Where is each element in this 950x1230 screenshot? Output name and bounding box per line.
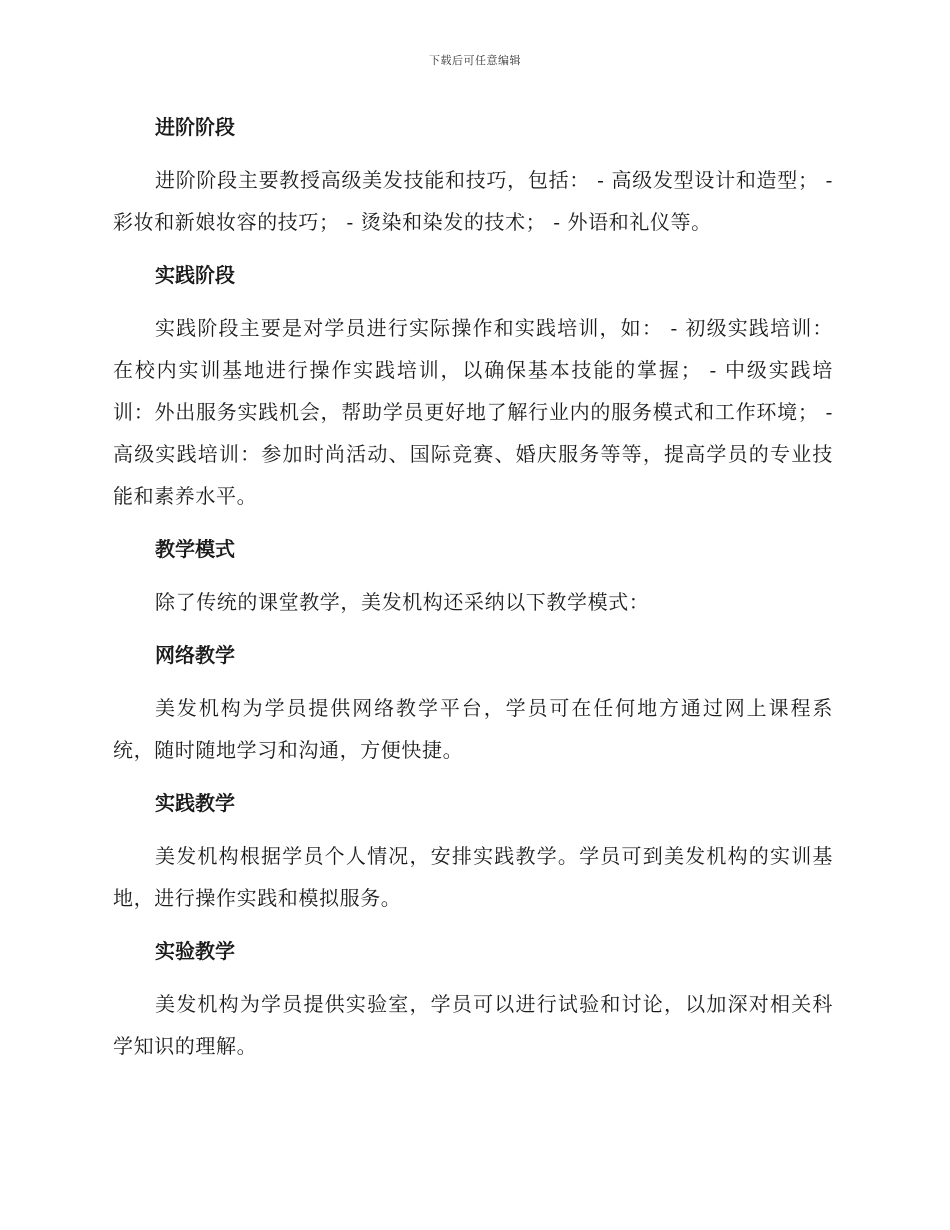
- section-online-teaching: [113, 635, 833, 771]
- paragraph: 实践阶段主要是对学员进行实际操作和实践培训，如： - 初级实践培训：在校内实训基地进行操作实践培训，以确保基本技能的掌握； - 中级实践培训：外出服务实践机会，帮助学员更好地了解行业内的服务模式和工作环境； - 高级实践培训：参加时尚活动、国际竞赛、婚庆服务等等，提高学员的专业技能和素养水平。: [113, 316, 833, 508]
- paragraph: 除了传统的课堂教学，美发机构还采纳以下教学模式：: [155, 590, 650, 614]
- paragraph: 美发机构根据学员个人情况，安排实践教学。学员可到美发机构的实训基地，进行操作实践和模拟服务。: [113, 844, 833, 910]
- document-body: [113, 107, 833, 1079]
- paragraph: 进阶阶段主要教授高级美发技能和技巧，包括： - 高级发型设计和造型； - 彩妆和新娘妆容的技巧； - 烫染和染发的技术； - 外语和礼仪等。: [113, 168, 833, 234]
- section-practice-stage: [113, 255, 833, 517]
- section-heading: 实验教学: [155, 939, 235, 963]
- paragraph: 美发机构为学员提供网络教学平台，学员可在任何地方通过网上课程系统，随时随地学习和沟通，方便快捷。: [113, 696, 833, 762]
- section-advanced-stage: [113, 107, 833, 243]
- paragraph: 美发机构为学员提供实验室，学员可以进行试验和讨论，以加深对相关科学知识的理解。: [113, 992, 833, 1058]
- section-teaching-mode: [113, 529, 833, 623]
- page-header-note: 下载后可任意编辑: [429, 54, 521, 67]
- section-heading: 进阶阶段: [155, 115, 235, 139]
- section-heading: 教学模式: [155, 537, 235, 561]
- section-heading: 实践阶段: [155, 263, 235, 287]
- section-practical-teaching: [113, 783, 833, 919]
- section-heading: 网络教学: [155, 643, 235, 667]
- section-lab-teaching: [113, 931, 833, 1067]
- section-heading: 实践教学: [155, 791, 235, 815]
